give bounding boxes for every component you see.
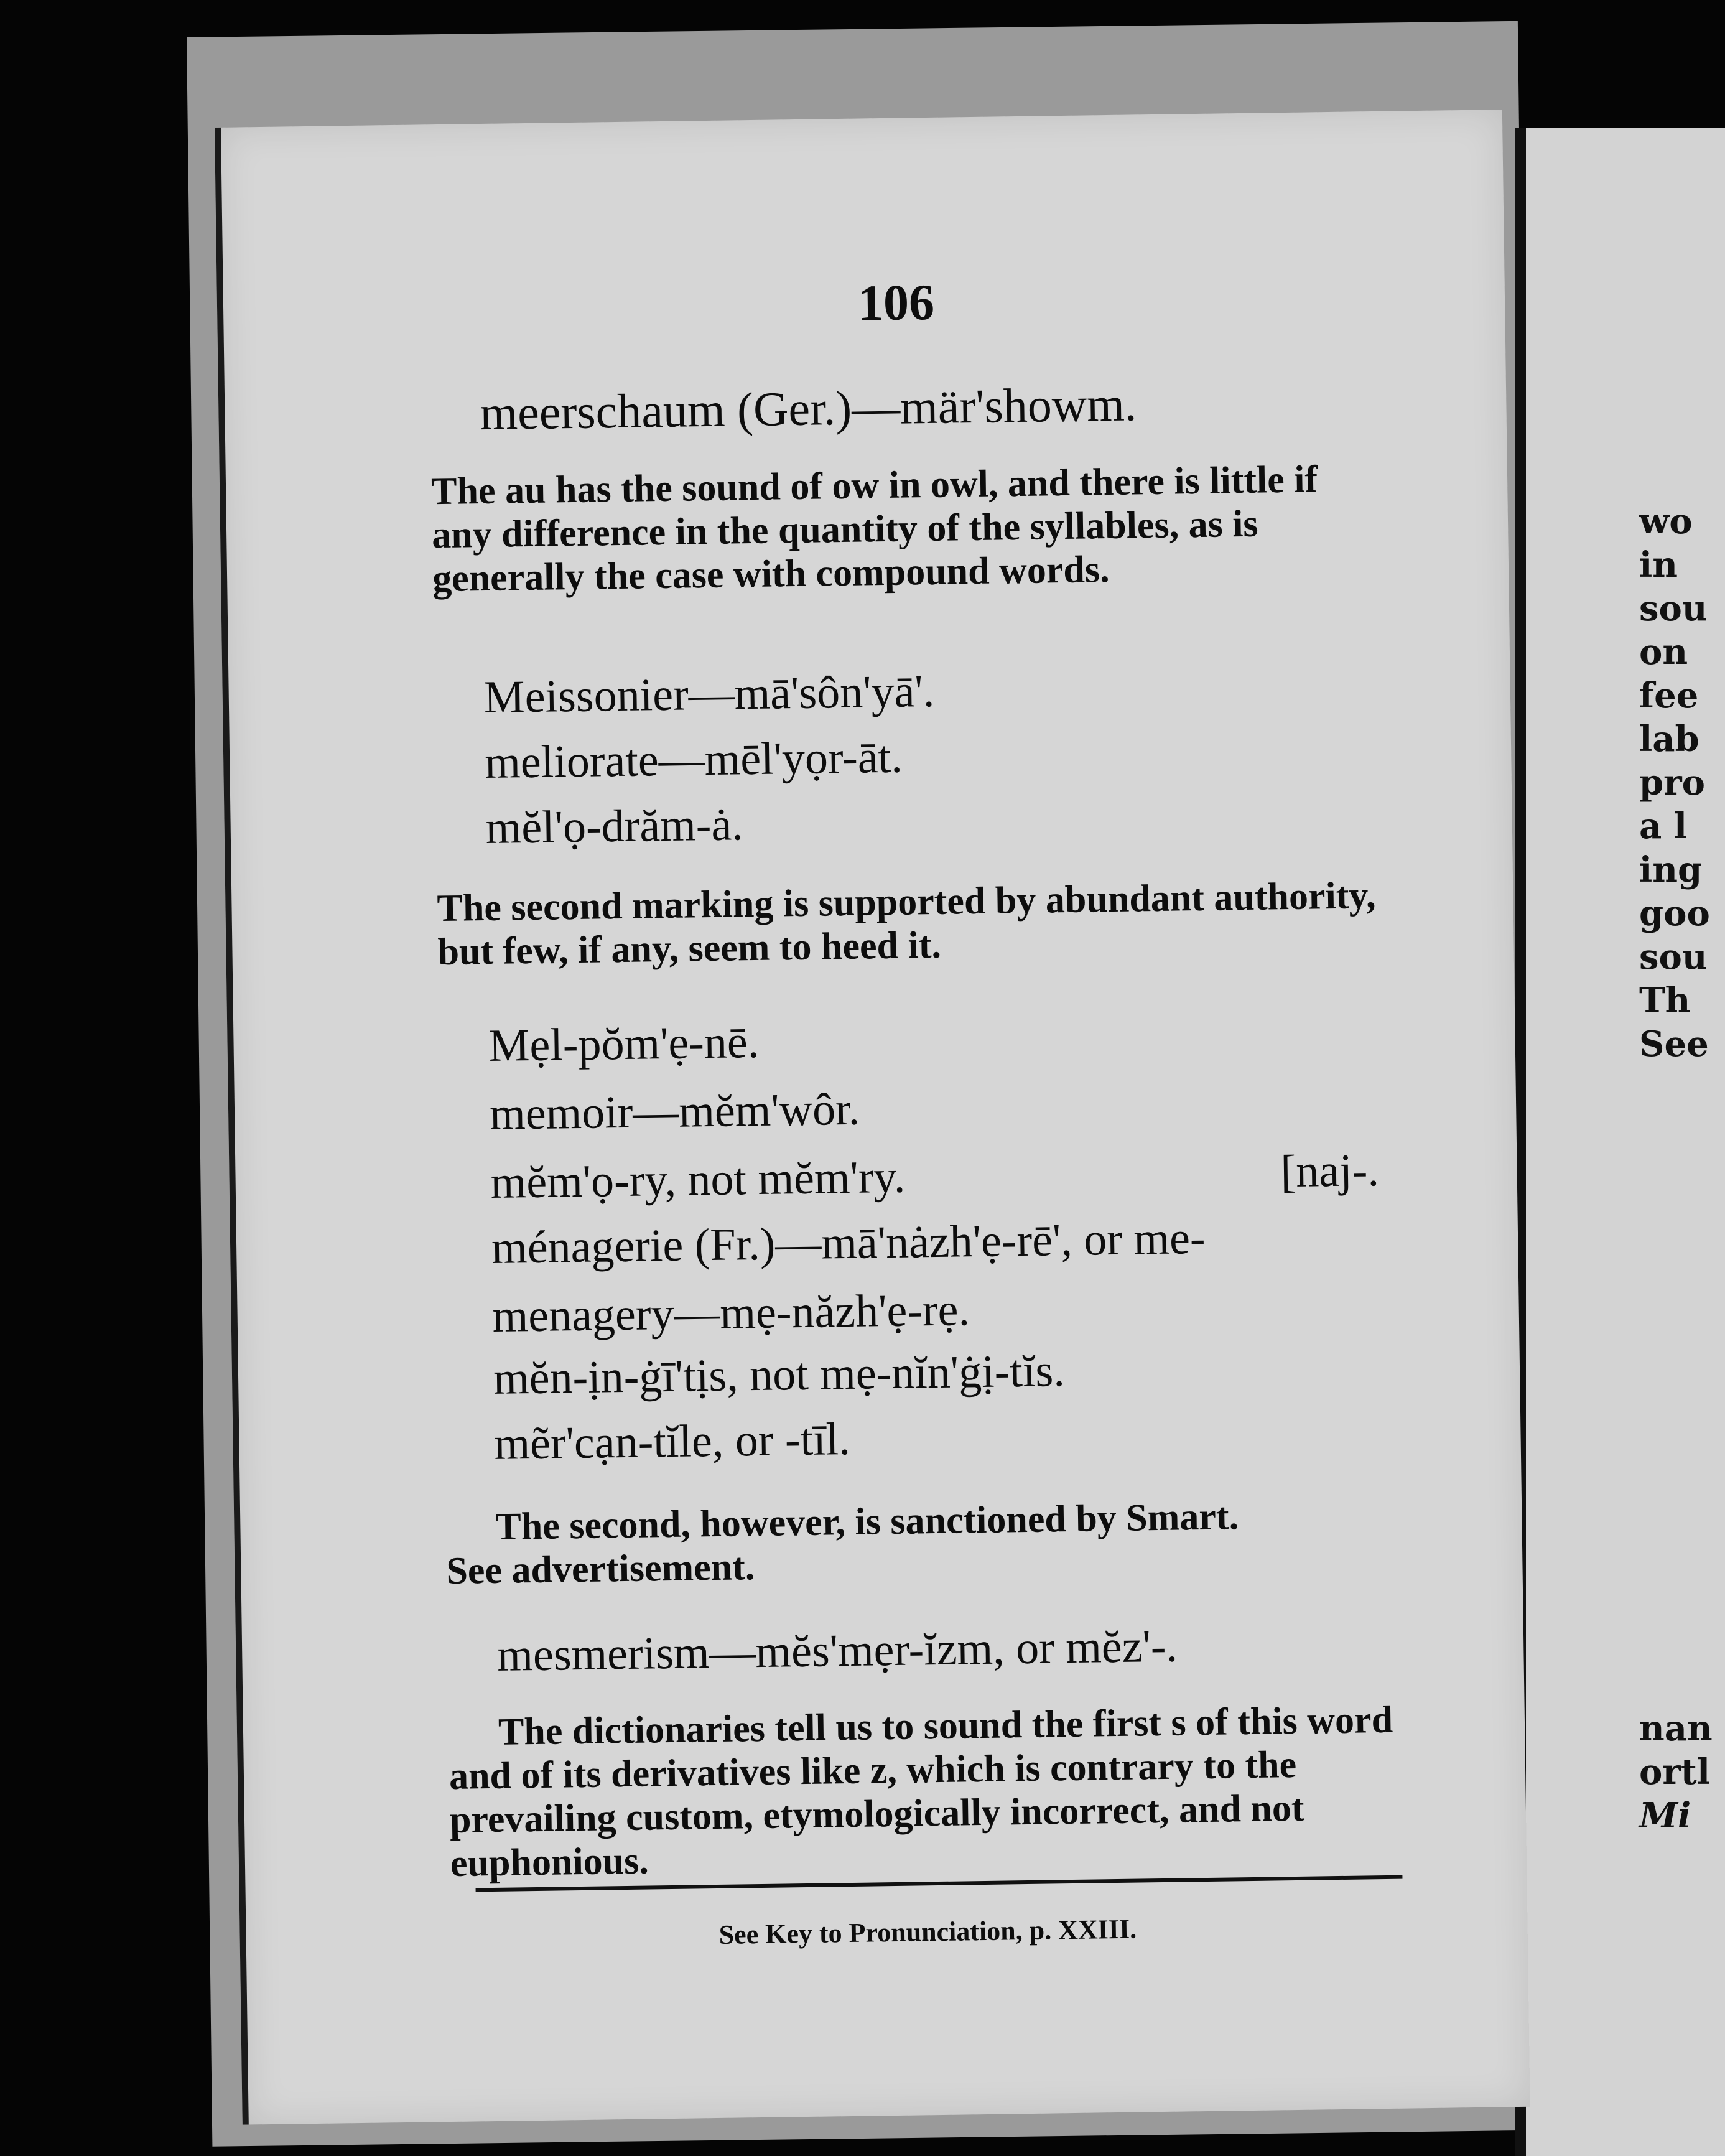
facing-text-fragment: See [1639,1024,1709,1065]
facing-text-fragment: Th [1639,980,1691,1021]
entry-menagerie: ménagerie (Fr.)—mā'nȧzh'ẹ-rē', or me- [491,1212,1206,1274]
entry-mercantile: mẽr'cạn-tĭle, or -tīl. [494,1413,851,1470]
entry-mesmerism: mesmerism—mĕs'mẹr-ĭzm, or mĕz'-. [496,1620,1178,1681]
page-number: 106 [857,273,935,332]
paragraph-text: The au has the sound of ow in owl, and there is little if any difference in the quantity of the syllables, as is generally the case with compound words. [430,458,1318,600]
entry-meerschaum: meerschaum (Ger.)—mär'showm. [479,376,1137,441]
facing-text-fragment: sou [1639,588,1708,629]
paragraph-au-sound [431,457,1385,600]
facing-text-fragment: Mi [1639,1795,1691,1836]
bracket-fragment: [naj-. [1280,1145,1380,1198]
facing-page [1515,128,1725,2156]
paragraph-text: See advertisement. [445,1546,755,1593]
entry-meissonier: Meissonier—mā'sôn'yā'. [483,665,935,724]
paragraph-text: The dictionaries tell us to sound the first s of this word and of its derivatives like z, which is contrary to the prevailing custom, etymologically incorrect, and not euphonious. [449,1698,1393,1885]
book-page [215,110,1530,2125]
facing-text-fragment: wo [1639,501,1693,542]
paragraph-text: The second, however, is sanctioned by Smart. [495,1495,1239,1548]
facing-text-fragment: nan [1639,1708,1713,1749]
facing-text-fragment: fee [1639,675,1699,716]
paragraph-text: The second marking is supported by abundant authority, but few, if any, seem to heed it. [437,874,1376,974]
facing-text-fragment: sou [1639,936,1708,978]
entry-melpomene: Mẹl-pŏm'ẹ-nē. [488,1016,760,1071]
facing-text-fragment: in [1639,544,1678,586]
footer-note: See Key to Pronunciation, p. XXIII. [718,1913,1137,1950]
facing-text-fragment: lab [1639,719,1699,760]
entry-melodrama: mĕl'ọ-drăm-ȧ. [485,799,744,854]
entry-memory: mĕm'ọ-ry, not mĕm'ry. [490,1151,906,1208]
facing-text-fragment: on [1639,632,1688,673]
facing-text-fragment: ing [1639,849,1703,890]
entry-memoir: memoir—mĕm'wôr. [489,1083,860,1140]
paragraph-dictionaries [449,1698,1403,1885]
facing-text-fragment: ortl [1639,1752,1710,1793]
facing-text-fragment: goo [1639,893,1710,934]
paragraph-second-marking [437,874,1390,974]
facing-text-fragment: pro [1639,762,1706,803]
paragraph-smart [445,1493,1398,1593]
entry-meliorate: meliorate—mēl'yọr-āt. [484,731,903,789]
facing-text-fragment: a l [1639,806,1688,847]
entry-menagery: menagery—mẹ-năzh'ẹ-rẹ. [492,1284,970,1342]
entry-meningitis: mĕn-ịn-ġī'tịs, not mẹ-nĭn'ġị-tĭs. [493,1345,1066,1404]
